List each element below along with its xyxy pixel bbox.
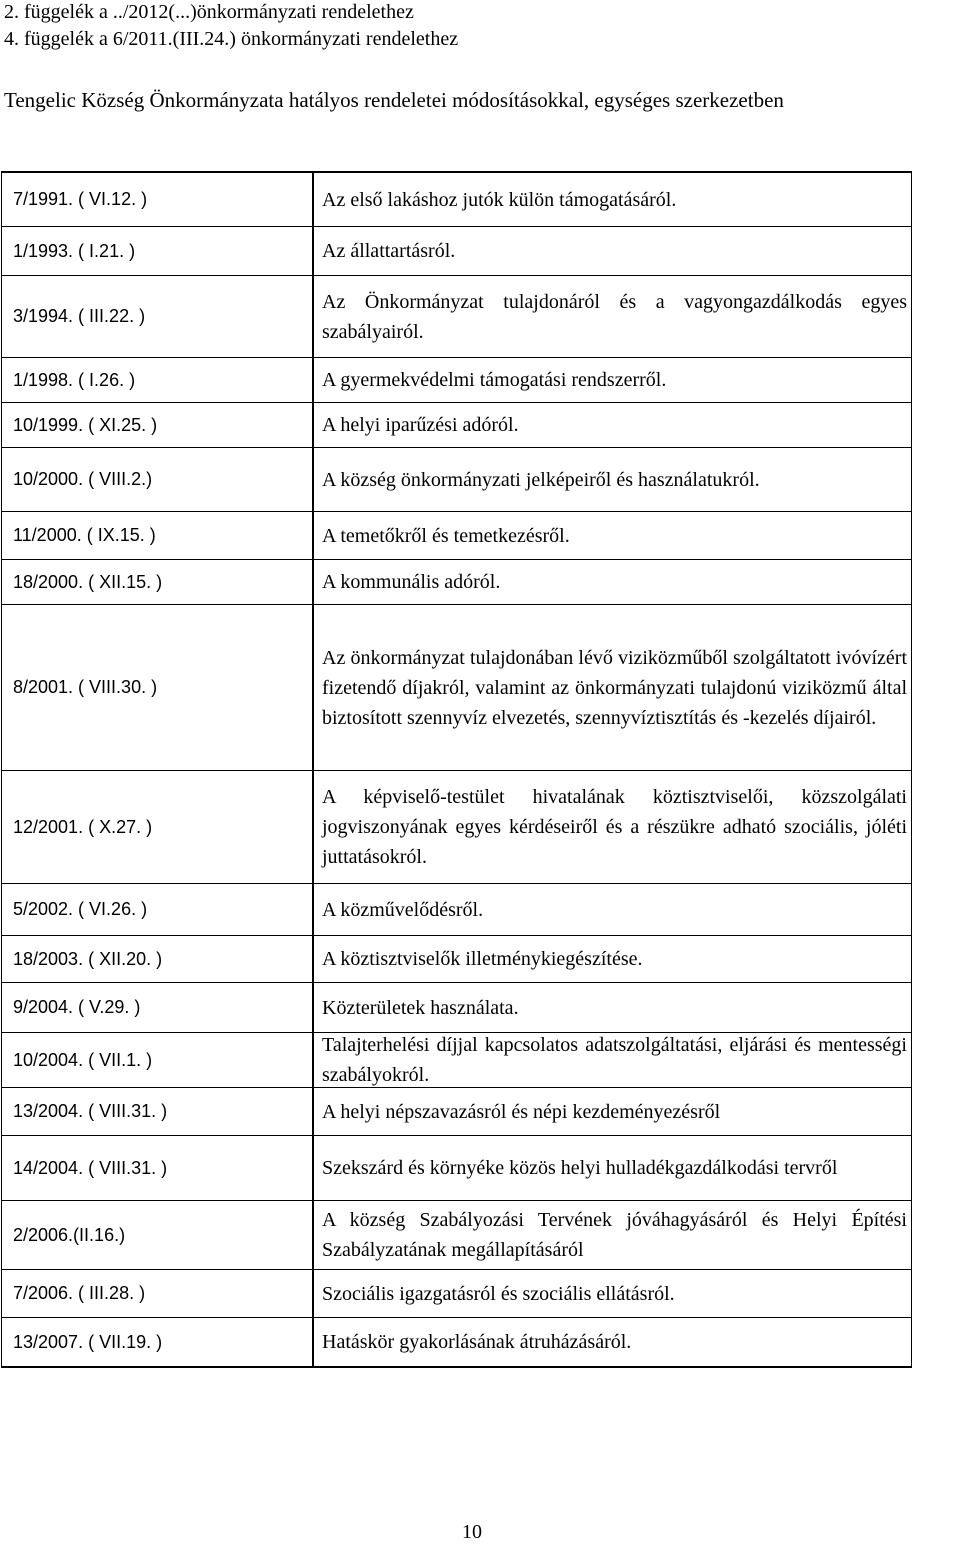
regulation-number: 2/2006.(II.16.) (2, 1201, 314, 1269)
regulation-number: 11/2000. ( IX.15. ) (2, 512, 314, 559)
regulation-number: 12/2001. ( X.27. ) (2, 771, 314, 883)
regulation-title-cell (314, 227, 911, 275)
table-row (2, 1269, 911, 1317)
regulation-number: 10/2004. ( VII.1. ) (2, 1033, 314, 1087)
regulation-number: 10/2000. ( VIII.2.) (2, 448, 314, 511)
regulations-table (1, 171, 912, 1368)
regulation-title: A helyi iparűzési adóról. (322, 414, 519, 436)
regulation-title: A kommunális adóról. (322, 571, 501, 593)
regulation-title-cell (314, 358, 911, 402)
header-line-2: 4. függelék a 6/2011.(III.24.) önkormányzati rendelethez (4, 28, 459, 50)
regulation-number: 9/2004. ( V.29. ) (2, 983, 314, 1032)
table-row (2, 275, 911, 357)
regulation-title-cell (314, 276, 911, 357)
page-number: 10 (462, 1521, 482, 1543)
table-row (2, 226, 911, 275)
table-row (2, 935, 911, 982)
table-row (2, 1200, 911, 1269)
regulation-number: 3/1994. ( III.22. ) (2, 276, 314, 357)
table-row (2, 173, 911, 226)
regulation-title: A köztisztviselők illetménykiegészítése. (322, 948, 643, 970)
regulation-title-cell (314, 1088, 911, 1135)
regulation-title: Hatáskör gyakorlásának átruházásáról. (322, 1331, 632, 1353)
regulation-title: Talajterhelési díjjal kapcsolatos adatszolgáltatási, eljárási és mentességi szabályokról. (322, 1034, 907, 1086)
table-row (2, 1135, 911, 1200)
table-row (2, 447, 911, 511)
regulation-title: Szociális igazgatásról és szociális ellátásról. (322, 1282, 675, 1305)
regulation-number: 13/2007. ( VII.19. ) (2, 1318, 314, 1366)
regulation-title-cell (314, 560, 911, 604)
table-row (2, 883, 911, 935)
regulation-title: A képviselő-testület hivatalának köztisztviselői, közszolgálati jogviszonyának egyes kérdéseiről és a részükre adható szociális, jóléti juttatásokról. (322, 786, 907, 868)
regulation-title-cell (314, 983, 911, 1032)
regulation-title-cell (314, 1033, 911, 1087)
regulation-title: Közterületek használata. (322, 996, 519, 1019)
regulation-title-cell (314, 1270, 911, 1317)
regulation-number: 10/1999. ( XI.25. ) (2, 403, 314, 447)
regulation-title-cell (314, 1201, 911, 1269)
table-row (2, 402, 911, 447)
regulation-title: A község Szabályozási Tervének jóváhagyásáról és Helyi Építési Szabályzatának megállapításáról (322, 1209, 907, 1261)
regulation-title-cell (314, 936, 911, 982)
regulation-title: A helyi népszavazásról és népi kezdeményezésről (322, 1100, 721, 1123)
regulation-number: 7/1991. ( VI.12. ) (2, 173, 314, 226)
regulation-number: 1/1993. ( I.21. ) (2, 227, 314, 275)
table-row (2, 357, 911, 402)
regulation-number: 7/2006. ( III.28. ) (2, 1270, 314, 1317)
regulation-title-cell (314, 448, 911, 511)
regulation-number: 14/2004. ( VIII.31. ) (2, 1136, 314, 1200)
regulation-number: 13/2004. ( VIII.31. ) (2, 1088, 314, 1135)
regulation-title: Az állattartásról. (322, 240, 456, 262)
regulation-title-cell (314, 1136, 911, 1200)
table-row (2, 1032, 911, 1087)
table-row (2, 559, 911, 604)
regulation-title: Szekszárd és környéke közös helyi hulladékgazdálkodási tervről (322, 1157, 838, 1179)
regulation-title-cell (314, 884, 911, 935)
regulation-title-cell (314, 173, 911, 226)
regulation-title-cell (314, 403, 911, 447)
regulation-title-cell (314, 605, 911, 770)
header-line-1: 2. függelék a ../2012(...)önkormányzati rendelethez (4, 1, 414, 23)
regulation-number: 18/2003. ( XII.20. ) (2, 936, 314, 982)
regulation-title: Az Önkormányzat tulajdonáról és a vagyongazdálkodás egyes szabályairól. (322, 290, 907, 343)
regulation-number: 8/2001. ( VIII.30. ) (2, 605, 314, 770)
table-row (2, 511, 911, 559)
regulation-title: A gyermekvédelmi támogatási rendszerről. (322, 369, 667, 391)
regulation-title-cell (314, 512, 911, 559)
regulation-title: Az önkormányzat tulajdonában lévő viziközműből szolgáltatott ivóvízért fizetendő díjakról, valamint az önkormányzati tulajdonú viziközmű által biztosított szennyvíz elvezetés, szennyvíztisztítás és -kezelés díjairól. (322, 646, 907, 729)
table-row (2, 770, 911, 883)
document-intro: Tengelic Község Önkormányzata hatályos rendeletei módosításokkal, egységes szerkezetben (4, 88, 784, 112)
table-row (2, 982, 911, 1032)
table-row (2, 1087, 911, 1135)
regulation-title-cell (314, 771, 911, 883)
regulation-number: 18/2000. ( XII.15. ) (2, 560, 314, 604)
regulation-number: 1/1998. ( I.26. ) (2, 358, 314, 402)
regulation-title: A temetőkről és temetkezésről. (322, 524, 570, 547)
regulation-title: Az első lakáshoz jutók külön támogatásáról. (322, 188, 677, 211)
regulation-number: 5/2002. ( VI.26. ) (2, 884, 314, 935)
table-row (2, 1317, 911, 1366)
table-row (2, 604, 911, 770)
regulation-title: A közművelődésről. (322, 898, 484, 921)
regulation-title: A község önkormányzati jelképeiről és használatukról. (322, 468, 760, 491)
regulation-title-cell (314, 1318, 911, 1366)
